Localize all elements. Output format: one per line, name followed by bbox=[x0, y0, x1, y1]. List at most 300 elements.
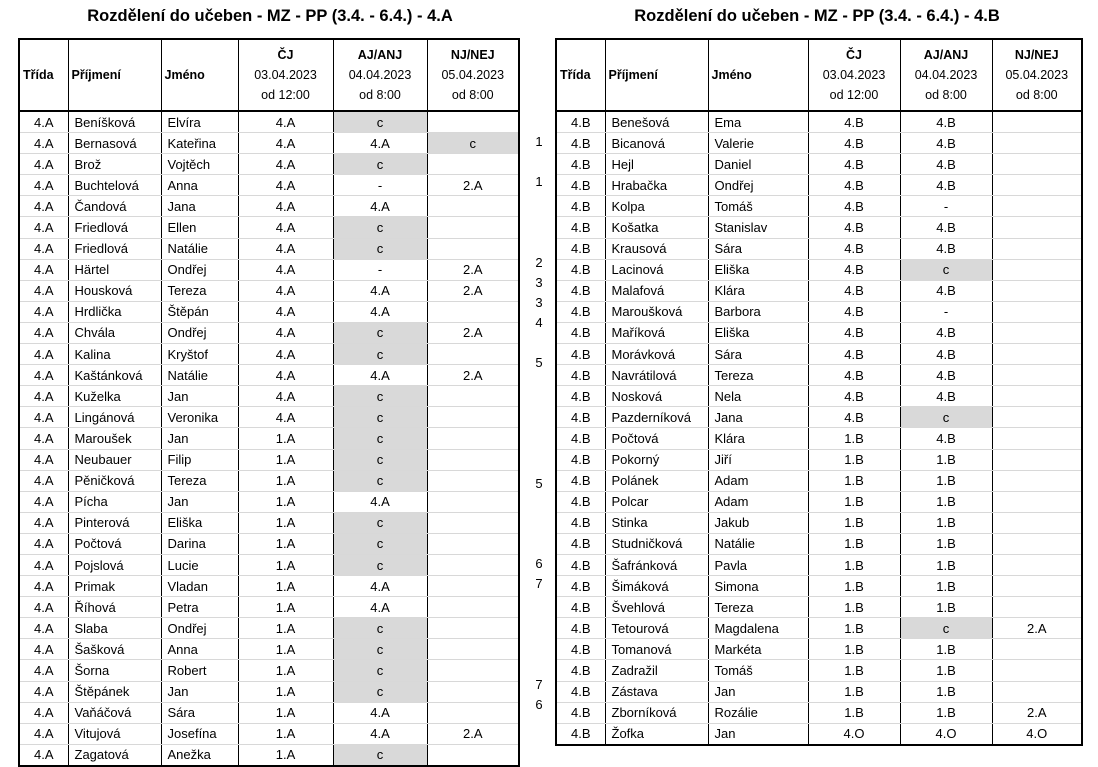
cell-trida: 4.A bbox=[19, 322, 68, 343]
row-number: 4 bbox=[535, 314, 543, 330]
cell-aj: 4.B bbox=[900, 175, 992, 196]
cell-trida: 4.B bbox=[556, 111, 605, 133]
cell-aj: c bbox=[333, 154, 427, 175]
cell-cj: 4.B bbox=[808, 386, 900, 407]
cell-cj: 4.B bbox=[808, 175, 900, 196]
row-number: 2 bbox=[535, 254, 543, 270]
cell-jmeno: Kryštof bbox=[161, 344, 238, 365]
table-row bbox=[556, 470, 1082, 491]
row-number bbox=[530, 534, 548, 554]
cell-trida: 4.B bbox=[556, 681, 605, 702]
cell-cj: 1.A bbox=[238, 681, 333, 702]
cell-aj: 1.B bbox=[900, 639, 992, 660]
cell-jmeno: Tereza bbox=[161, 280, 238, 301]
cell-prijmeni: Říhová bbox=[68, 597, 161, 618]
cell-nj bbox=[992, 470, 1082, 491]
cell-prijmeni: Friedlová bbox=[68, 238, 161, 259]
cell-cj: 4.A bbox=[238, 133, 333, 154]
cell-prijmeni: Primak bbox=[68, 576, 161, 597]
cell-prijmeni: Bernasová bbox=[68, 133, 161, 154]
cell-jmeno: Eliška bbox=[161, 512, 238, 533]
cell-trida: 4.B bbox=[556, 196, 605, 217]
cell-trida: 4.B bbox=[556, 386, 605, 407]
cell-nj bbox=[992, 259, 1082, 280]
cell-jmeno: Sára bbox=[708, 238, 808, 259]
cell-aj: c bbox=[333, 512, 427, 533]
cell-prijmeni: Vaňáčová bbox=[68, 702, 161, 723]
cell-aj: 4.A bbox=[333, 702, 427, 723]
cell-cj: 4.B bbox=[808, 344, 900, 365]
cell-trida: 4.A bbox=[19, 280, 68, 301]
cell-nj bbox=[427, 702, 519, 723]
cell-cj: 1.B bbox=[808, 702, 900, 723]
cell-cj: 4.B bbox=[808, 280, 900, 301]
cell-jmeno: Josefína bbox=[161, 723, 238, 744]
cell-prijmeni: Kuželka bbox=[68, 386, 161, 407]
cell-trida: 4.B bbox=[556, 618, 605, 639]
cell-nj: 2.A bbox=[992, 702, 1082, 723]
table-row bbox=[19, 196, 519, 217]
cell-aj: - bbox=[333, 259, 427, 280]
cell-jmeno: Sára bbox=[161, 702, 238, 723]
cell-aj: 4.A bbox=[333, 196, 427, 217]
cell-jmeno: Ondřej bbox=[708, 175, 808, 196]
table-row bbox=[556, 660, 1082, 681]
row-number-column bbox=[530, 112, 548, 715]
table-row bbox=[19, 470, 519, 491]
cell-aj: 1.B bbox=[900, 470, 992, 491]
header-cj: ČJ 03.04.2023 od 12:00 bbox=[808, 39, 900, 111]
cell-jmeno: Jana bbox=[161, 196, 238, 217]
cell-nj bbox=[992, 428, 1082, 449]
cell-aj: c bbox=[333, 238, 427, 259]
cell-prijmeni: Pěničková bbox=[68, 470, 161, 491]
header-nj: NJ/NEJ 05.04.2023 od 8:00 bbox=[992, 39, 1082, 111]
header-aj: AJ/ANJ 04.04.2023 od 8:00 bbox=[333, 39, 427, 111]
cell-prijmeni: Vitujová bbox=[68, 723, 161, 744]
title-4a: Rozdělení do učeben - MZ - PP (3.4. - 6.4.) - 4.A bbox=[87, 7, 453, 25]
cell-aj: c bbox=[333, 618, 427, 639]
cell-aj: c bbox=[333, 554, 427, 575]
cell-prijmeni: Tetourová bbox=[605, 618, 708, 639]
cell-cj: 1.B bbox=[808, 470, 900, 491]
cell-prijmeni: Stinka bbox=[605, 512, 708, 533]
cell-aj: c bbox=[900, 259, 992, 280]
table-row bbox=[19, 618, 519, 639]
cell-cj: 4.B bbox=[808, 196, 900, 217]
cell-prijmeni: Šafránková bbox=[605, 554, 708, 575]
cell-jmeno: Tereza bbox=[708, 365, 808, 386]
cell-aj: 1.B bbox=[900, 491, 992, 512]
cell-cj: 4.A bbox=[238, 407, 333, 428]
row-number: 3 bbox=[535, 274, 543, 290]
cell-prijmeni: Kolpa bbox=[605, 196, 708, 217]
cell-cj: 4.B bbox=[808, 133, 900, 154]
cell-nj bbox=[427, 597, 519, 618]
cell-aj: 4.A bbox=[333, 723, 427, 744]
cell-trida: 4.A bbox=[19, 133, 68, 154]
cell-trida: 4.A bbox=[19, 554, 68, 575]
cell-aj: 4.B bbox=[900, 217, 992, 238]
cell-trida: 4.A bbox=[19, 238, 68, 259]
cell-aj: 1.B bbox=[900, 660, 992, 681]
row-number bbox=[530, 413, 548, 433]
table-row bbox=[19, 322, 519, 343]
cell-nj bbox=[427, 344, 519, 365]
cell-nj bbox=[992, 554, 1082, 575]
cell-jmeno: Elvíra bbox=[161, 111, 238, 133]
cell-prijmeni: Buchtelová bbox=[68, 175, 161, 196]
cell-cj: 1.B bbox=[808, 554, 900, 575]
header-trida: Třída bbox=[556, 39, 605, 111]
row-number bbox=[530, 634, 548, 654]
cell-jmeno: Rozálie bbox=[708, 702, 808, 723]
cell-nj bbox=[427, 618, 519, 639]
cell-trida: 4.A bbox=[19, 428, 68, 449]
row-number bbox=[530, 655, 548, 675]
table-row bbox=[556, 576, 1082, 597]
row-number bbox=[530, 373, 548, 393]
row-number bbox=[530, 514, 548, 534]
cell-trida: 4.B bbox=[556, 533, 605, 554]
row-number: 1 bbox=[535, 174, 543, 190]
cell-nj bbox=[427, 639, 519, 660]
cell-aj: 1.B bbox=[900, 533, 992, 554]
cell-cj: 1.A bbox=[238, 702, 333, 723]
cell-nj bbox=[992, 533, 1082, 554]
table-row bbox=[19, 723, 519, 744]
cell-cj: 1.A bbox=[238, 597, 333, 618]
row-number bbox=[530, 393, 548, 413]
cell-prijmeni: Morávková bbox=[605, 344, 708, 365]
cell-trida: 4.A bbox=[19, 744, 68, 766]
cell-trida: 4.A bbox=[19, 576, 68, 597]
cell-trida: 4.A bbox=[19, 723, 68, 744]
cell-trida: 4.A bbox=[19, 196, 68, 217]
cell-aj: 4.O bbox=[900, 723, 992, 745]
cell-prijmeni: Härtel bbox=[68, 259, 161, 280]
cell-aj: 4.B bbox=[900, 133, 992, 154]
cell-aj: 4.B bbox=[900, 344, 992, 365]
cell-prijmeni: Hejl bbox=[605, 154, 708, 175]
cell-nj: 2.A bbox=[992, 618, 1082, 639]
header-jmeno: Jméno bbox=[708, 39, 808, 111]
cell-trida: 4.A bbox=[19, 702, 68, 723]
cell-prijmeni: Bicanová bbox=[605, 133, 708, 154]
cell-cj: 4.B bbox=[808, 259, 900, 280]
cell-aj: 4.A bbox=[333, 597, 427, 618]
row-number bbox=[530, 454, 548, 474]
cell-cj: 1.A bbox=[238, 576, 333, 597]
cell-prijmeni: Hrdlička bbox=[68, 301, 161, 322]
cell-aj: 4.B bbox=[900, 322, 992, 343]
table-row bbox=[19, 597, 519, 618]
cell-aj: 1.B bbox=[900, 512, 992, 533]
table-4a-body bbox=[19, 111, 519, 766]
table-row bbox=[19, 238, 519, 259]
table-row bbox=[19, 280, 519, 301]
cell-trida: 4.A bbox=[19, 217, 68, 238]
cell-cj: 4.A bbox=[238, 301, 333, 322]
table-row bbox=[556, 365, 1082, 386]
table-row bbox=[19, 365, 519, 386]
cell-jmeno: Vojtěch bbox=[161, 154, 238, 175]
cell-prijmeni: Pinterová bbox=[68, 512, 161, 533]
cell-cj: 1.A bbox=[238, 744, 333, 766]
cell-prijmeni: Hrabačka bbox=[605, 175, 708, 196]
cell-nj bbox=[992, 111, 1082, 133]
cell-trida: 4.B bbox=[556, 576, 605, 597]
table-row bbox=[556, 702, 1082, 723]
cell-cj: 1.A bbox=[238, 639, 333, 660]
cell-trida: 4.A bbox=[19, 512, 68, 533]
cell-jmeno: Klára bbox=[708, 428, 808, 449]
cell-nj bbox=[427, 470, 519, 491]
cell-nj: 2.A bbox=[427, 280, 519, 301]
table-row bbox=[19, 702, 519, 723]
cell-cj: 4.A bbox=[238, 344, 333, 365]
cell-prijmeni: Kaštánková bbox=[68, 365, 161, 386]
cell-aj: 1.B bbox=[900, 597, 992, 618]
table-row bbox=[19, 111, 519, 133]
cell-trida: 4.B bbox=[556, 491, 605, 512]
cell-cj: 4.A bbox=[238, 175, 333, 196]
cell-aj: 4.A bbox=[333, 133, 427, 154]
cell-cj: 4.B bbox=[808, 301, 900, 322]
cell-aj: c bbox=[333, 111, 427, 133]
cell-jmeno: Adam bbox=[708, 470, 808, 491]
cell-jmeno: Jan bbox=[161, 491, 238, 512]
cell-aj: - bbox=[900, 301, 992, 322]
row-number bbox=[530, 112, 548, 132]
cell-jmeno: Sára bbox=[708, 344, 808, 365]
cell-trida: 4.B bbox=[556, 660, 605, 681]
cell-prijmeni: Zadražil bbox=[605, 660, 708, 681]
cell-trida: 4.B bbox=[556, 449, 605, 470]
cell-trida: 4.B bbox=[556, 175, 605, 196]
cell-trida: 4.B bbox=[556, 428, 605, 449]
cell-nj bbox=[992, 175, 1082, 196]
row-number bbox=[530, 494, 548, 514]
cell-cj: 1.B bbox=[808, 597, 900, 618]
table-row bbox=[19, 449, 519, 470]
table-4b bbox=[555, 38, 1083, 746]
cell-cj: 4.A bbox=[238, 365, 333, 386]
cell-trida: 4.A bbox=[19, 533, 68, 554]
cell-jmeno: Pavla bbox=[708, 554, 808, 575]
cell-nj bbox=[427, 491, 519, 512]
cell-jmeno: Tereza bbox=[161, 470, 238, 491]
cell-jmeno: Markéta bbox=[708, 639, 808, 660]
header-prijmeni: Příjmení bbox=[605, 39, 708, 111]
cell-nj bbox=[427, 576, 519, 597]
cell-trida: 4.B bbox=[556, 344, 605, 365]
table-row bbox=[556, 639, 1082, 660]
cell-cj: 1.A bbox=[238, 470, 333, 491]
cell-jmeno: Štěpán bbox=[161, 301, 238, 322]
cell-trida: 4.B bbox=[556, 301, 605, 322]
cell-aj: 4.B bbox=[900, 111, 992, 133]
cell-cj: 4.B bbox=[808, 365, 900, 386]
cell-aj: c bbox=[333, 217, 427, 238]
cell-jmeno: Ondřej bbox=[161, 322, 238, 343]
cell-jmeno: Darina bbox=[161, 533, 238, 554]
cell-cj: 1.B bbox=[808, 681, 900, 702]
cell-nj bbox=[992, 449, 1082, 470]
cell-nj bbox=[992, 154, 1082, 175]
cell-aj: c bbox=[333, 449, 427, 470]
cell-cj: 1.A bbox=[238, 512, 333, 533]
cell-trida: 4.A bbox=[19, 618, 68, 639]
header-aj: AJ/ANJ 04.04.2023 od 8:00 bbox=[900, 39, 992, 111]
cell-jmeno: Anna bbox=[161, 639, 238, 660]
table-row bbox=[19, 217, 519, 238]
table-row bbox=[556, 344, 1082, 365]
cell-aj: c bbox=[333, 660, 427, 681]
cell-jmeno: Natálie bbox=[161, 365, 238, 386]
header-jmeno: Jméno bbox=[161, 39, 238, 111]
cell-nj: 4.O bbox=[992, 723, 1082, 745]
row-number: 7 bbox=[535, 576, 543, 592]
row-number bbox=[530, 233, 548, 253]
cell-trida: 4.A bbox=[19, 597, 68, 618]
table-row bbox=[19, 259, 519, 280]
cell-cj: 4.A bbox=[238, 386, 333, 407]
row-number bbox=[530, 434, 548, 454]
cell-jmeno: Ellen bbox=[161, 217, 238, 238]
cell-nj: 2.A bbox=[427, 259, 519, 280]
cell-trida: 4.B bbox=[556, 702, 605, 723]
cell-jmeno: Jan bbox=[161, 681, 238, 702]
cell-prijmeni: Švehlová bbox=[605, 597, 708, 618]
table-row bbox=[19, 175, 519, 196]
cell-trida: 4.B bbox=[556, 639, 605, 660]
cell-nj bbox=[427, 660, 519, 681]
cell-jmeno: Klára bbox=[708, 280, 808, 301]
cell-nj bbox=[992, 217, 1082, 238]
header-trida: Třída bbox=[19, 39, 68, 111]
cell-cj: 4.A bbox=[238, 196, 333, 217]
cell-jmeno: Jiří bbox=[708, 449, 808, 470]
cell-nj bbox=[427, 301, 519, 322]
cell-prijmeni: Šašková bbox=[68, 639, 161, 660]
cell-prijmeni: Beníšková bbox=[68, 111, 161, 133]
cell-aj: c bbox=[333, 681, 427, 702]
cell-prijmeni: Kalina bbox=[68, 344, 161, 365]
cell-jmeno: Valerie bbox=[708, 133, 808, 154]
cell-jmeno: Ondřej bbox=[161, 618, 238, 639]
cell-prijmeni: Lingánová bbox=[68, 407, 161, 428]
cell-jmeno: Eliška bbox=[708, 322, 808, 343]
cell-aj: - bbox=[333, 175, 427, 196]
table-row bbox=[19, 344, 519, 365]
table-row bbox=[19, 576, 519, 597]
table-row bbox=[19, 154, 519, 175]
table-row bbox=[556, 217, 1082, 238]
cell-trida: 4.A bbox=[19, 259, 68, 280]
cell-jmeno: Jakub bbox=[708, 512, 808, 533]
table-row bbox=[19, 386, 519, 407]
cell-cj: 1.B bbox=[808, 618, 900, 639]
cell-cj: 4.B bbox=[808, 238, 900, 259]
cell-jmeno: Daniel bbox=[708, 154, 808, 175]
cell-nj bbox=[992, 238, 1082, 259]
row-number bbox=[530, 614, 548, 634]
cell-aj: 4.B bbox=[900, 154, 992, 175]
cell-prijmeni: Pícha bbox=[68, 491, 161, 512]
row-number: 7 bbox=[535, 676, 543, 692]
table-row bbox=[19, 660, 519, 681]
table-row bbox=[556, 597, 1082, 618]
cell-aj: 1.B bbox=[900, 681, 992, 702]
cell-cj: 1.B bbox=[808, 660, 900, 681]
cell-prijmeni: Šorna bbox=[68, 660, 161, 681]
cell-aj: 4.B bbox=[900, 428, 992, 449]
table-row bbox=[556, 133, 1082, 154]
cell-cj: 4.A bbox=[238, 322, 333, 343]
cell-jmeno: Natálie bbox=[161, 238, 238, 259]
cell-prijmeni: Friedlová bbox=[68, 217, 161, 238]
cell-jmeno: Ema bbox=[708, 111, 808, 133]
cell-trida: 4.B bbox=[556, 365, 605, 386]
cell-trida: 4.B bbox=[556, 280, 605, 301]
cell-nj bbox=[427, 386, 519, 407]
cell-trida: 4.B bbox=[556, 407, 605, 428]
cell-trida: 4.A bbox=[19, 111, 68, 133]
cell-jmeno: Nela bbox=[708, 386, 808, 407]
cell-aj: c bbox=[900, 407, 992, 428]
cell-prijmeni: Štěpánek bbox=[68, 681, 161, 702]
cell-trida: 4.A bbox=[19, 449, 68, 470]
cell-prijmeni: Zástava bbox=[605, 681, 708, 702]
cell-cj: 1.A bbox=[238, 533, 333, 554]
cell-nj bbox=[992, 407, 1082, 428]
cell-cj: 1.B bbox=[808, 512, 900, 533]
cell-prijmeni: Chvála bbox=[68, 322, 161, 343]
cell-aj: - bbox=[900, 196, 992, 217]
cell-prijmeni: Počtová bbox=[68, 533, 161, 554]
table-row bbox=[556, 491, 1082, 512]
cell-prijmeni: Zagatová bbox=[68, 744, 161, 766]
cell-jmeno: Simona bbox=[708, 576, 808, 597]
cell-prijmeni: Studničková bbox=[605, 533, 708, 554]
cell-aj: c bbox=[333, 639, 427, 660]
cell-cj: 1.A bbox=[238, 449, 333, 470]
row-number: 6 bbox=[535, 696, 543, 712]
cell-trida: 4.A bbox=[19, 154, 68, 175]
cell-cj: 1.A bbox=[238, 554, 333, 575]
cell-aj: 4.B bbox=[900, 365, 992, 386]
cell-prijmeni: Pokorný bbox=[605, 449, 708, 470]
cell-prijmeni: Pojslová bbox=[68, 554, 161, 575]
cell-jmeno: Petra bbox=[161, 597, 238, 618]
cell-prijmeni: Pazderníková bbox=[605, 407, 708, 428]
cell-jmeno: Jan bbox=[708, 723, 808, 745]
cell-nj bbox=[992, 639, 1082, 660]
cell-jmeno: Jana bbox=[708, 407, 808, 428]
cell-nj bbox=[992, 660, 1082, 681]
cell-prijmeni: Neubauer bbox=[68, 449, 161, 470]
cell-trida: 4.A bbox=[19, 660, 68, 681]
cell-nj bbox=[427, 533, 519, 554]
cell-prijmeni: Maříková bbox=[605, 322, 708, 343]
cell-jmeno: Eliška bbox=[708, 259, 808, 280]
cell-jmeno: Lucie bbox=[161, 554, 238, 575]
table-row bbox=[19, 554, 519, 575]
cell-nj bbox=[992, 301, 1082, 322]
table-row bbox=[556, 428, 1082, 449]
cell-jmeno: Filip bbox=[161, 449, 238, 470]
